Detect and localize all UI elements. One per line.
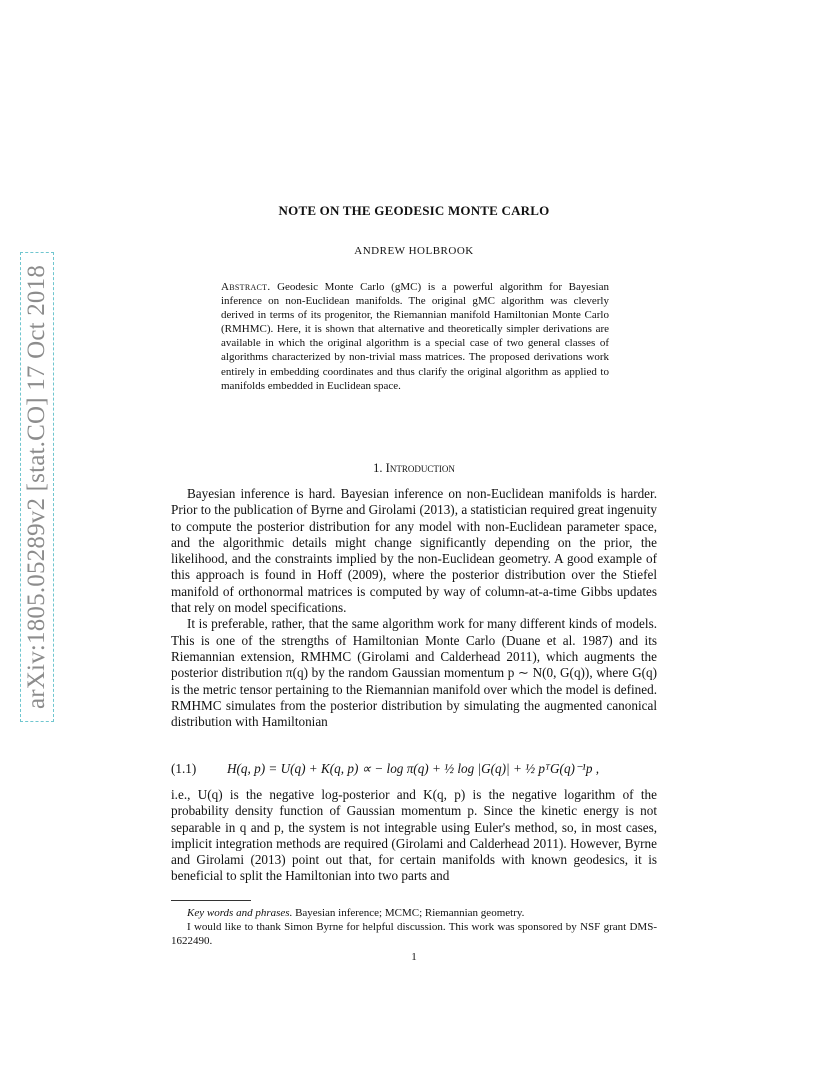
keywords-label: Key words and phrases.	[187, 907, 293, 919]
abstract-label: Abstract.	[221, 281, 271, 293]
section-number: 1.	[373, 461, 383, 475]
abstract	[221, 280, 609, 393]
keywords-text: Bayesian inference; MCMC; Riemannian geometry.	[295, 907, 525, 919]
section-heading	[0, 461, 828, 476]
section-title-text: Introduction	[385, 461, 455, 475]
acknowledgement: I would like to thank Simon Byrne for helpful discussion. This work was sponsored by NSF grant DMS-1622490.	[171, 921, 657, 947]
equation-1-1	[171, 757, 657, 779]
abstract-text: Geodesic Monte Carlo (gMC) is a powerful algorithm for Bayesian inference on non-Euclidean manifolds. The original gMC algorithm was cleverly derived in terms of its progenitor, the Riemannian manifold Hamiltonian Monte Carlo (RMHMC). Here, it is shown that alternative and theoretically simpler derivations are available in which the original algorithm is a special case of two general classes of algorithms characterized by non-trivial mass matrices. The proposed derivations work entirely in embedding coordinates and thus clarify the original algorithm as applied to manifolds embedded in Euclidean space.	[221, 281, 609, 392]
arxiv-identifier-stamp	[20, 252, 54, 722]
paper-title: NOTE ON THE GEODESIC MONTE CARLO	[278, 203, 550, 218]
paragraph-1: Bayesian inference is hard. Bayesian inference on non-Euclidean manifolds is harder. Prior to the publication of Byrne and Girolami (2013), a statistician required great ingenuity to compute the posterior distribution for any model with non-Euclidean parameter space, and the algorithmic details might change significantly depending on the prior, the likelihood, and the constraints implied by the non-Euclidean geometry. A good example of this approach is found in Hoff (2009), where the posterior distribution over the Stiefel manifold of orthonormal matrices is computed by way of column-at-a-time Gibbs updates that rely on model specifications.	[171, 486, 657, 616]
page-number: 1	[411, 951, 417, 963]
equation-body: H(q, p) = U(q) + K(q, p) ∝ − log π(q) + ½ log |G(q)| + ½ pᵀG(q)⁻¹p ,	[227, 761, 600, 776]
paragraph-3-text: i.e., U(q) is the negative log-posterior and K(q, p) is the negative logarithm of the probability density function of Gaussian momentum p. Since the kinetic energy is not separable in q and p, the system is not integrable using Euler's method, so, in most cases, implicit integration methods are required (Girolami and Calderhead 2011). However, Byrne and Girolami (2013) point out that, for certain manifolds with known geodesics, it is beneficial to split the Hamiltonian into two parts and	[171, 787, 657, 884]
intro-paragraphs	[171, 486, 657, 730]
paragraph-3	[171, 787, 657, 885]
paragraph-2: It is preferable, rather, that the same algorithm work for many different kinds of models. This is one of the strengths of Hamiltonian Monte Carlo (Duane et al. 1987) and its Riemannian extension, RMHMC (Girolami and Calderhead 2011), which augments the posterior distribution π(q) by the random Gaussian momentum p ∼ N(0, G(q)), where G(q) is the metric tensor pertaining to the Riemannian manifold over which the model is defined. RMHMC simulates from the posterior distribution by simulating the augmented canonical distribution with Hamiltonian	[171, 616, 657, 730]
author-name: ANDREW HOLBROOK	[354, 245, 474, 257]
footnote-rule	[171, 900, 251, 901]
arxiv-identifier-text: arXiv:1805.05289v2 [stat.CO] 17 Oct 2018	[23, 264, 50, 710]
equation-number: (1.1)	[171, 761, 197, 776]
footnotes	[171, 906, 657, 948]
